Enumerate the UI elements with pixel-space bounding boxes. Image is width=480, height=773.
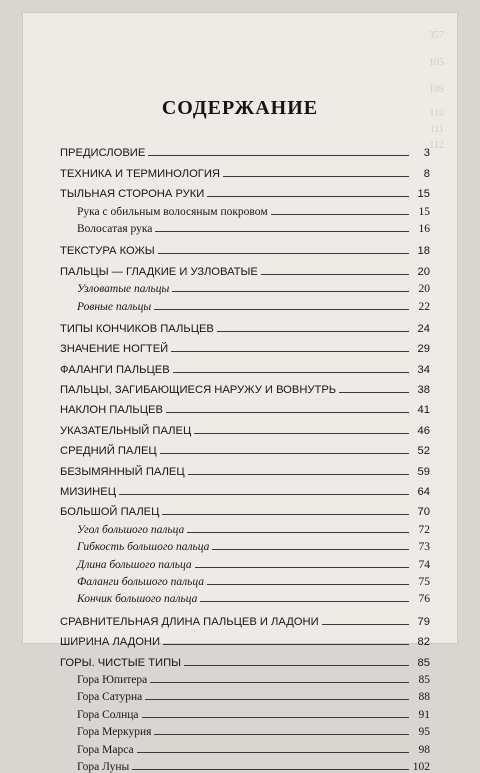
toc-entry-page: 24 (417, 322, 430, 335)
toc-entry[interactable] (60, 379, 430, 396)
toc-entry-label: Фаланги большого пальца (77, 575, 204, 588)
toc-subentry[interactable] (60, 571, 430, 588)
toc-entry-page: 88 (418, 691, 430, 704)
toc-entry-page: 76 (418, 593, 430, 606)
toc-entry-label: Гора Марса (77, 743, 134, 756)
toc-entry[interactable] (60, 610, 430, 627)
page-title: СОДЕРЖАНИЕ (161, 97, 319, 119)
toc-entry-page: 79 (417, 615, 430, 628)
leader-line (150, 682, 409, 683)
toc-entry-label: НАКЛОН ПАЛЬЦЕВ (60, 404, 163, 417)
leader-line (217, 331, 409, 332)
leader-line (137, 752, 409, 753)
toc-entry-label: СРАВНИТЕЛЬНАЯ ДЛИНА ПАЛЬЦЕВ И ЛАДОНИ (60, 615, 319, 628)
leader-line (145, 699, 409, 700)
toc-subentry[interactable] (60, 686, 430, 703)
toc-entry[interactable] (60, 240, 430, 257)
toc-entry-page: 72 (418, 523, 430, 536)
toc-entry[interactable] (60, 318, 430, 335)
toc-subentry[interactable] (60, 738, 430, 755)
leader-line (166, 412, 409, 413)
table-of-contents (60, 142, 430, 773)
toc-entry[interactable] (60, 440, 430, 457)
toc-subentry[interactable] (60, 756, 430, 773)
toc-entry-label: Гора Солнца (77, 708, 139, 721)
toc-entry-page: 29 (417, 343, 430, 356)
toc-entry-label: ТЕКСТУРА КОЖЫ (60, 245, 155, 258)
toc-entry[interactable] (60, 260, 430, 277)
toc-entry-label: Длина большого пальца (77, 558, 192, 571)
toc-entry-page: 15 (417, 188, 430, 201)
toc-entry[interactable] (60, 358, 430, 375)
toc-entry[interactable] (60, 162, 430, 179)
leader-line (223, 176, 409, 177)
toc-entry-page: 16 (418, 222, 430, 235)
toc-entry-label: ПРЕДИСЛОВИЕ (60, 147, 146, 160)
leader-line (148, 155, 409, 156)
toc-entry-label: ФАЛАНГИ ПАЛЬЦЕВ (60, 363, 170, 376)
leader-line (322, 624, 409, 625)
toc-entry-label: ТЕХНИКА И ТЕРМИНОЛОГИЯ (60, 167, 220, 180)
toc-subentry[interactable] (60, 278, 430, 295)
toc-entry-label: ПАЛЬЦЫ, ЗАГИБАЮЩИЕСЯ НАРУЖУ И ВОВНУТРЬ (60, 384, 337, 397)
leader-line (154, 309, 409, 310)
toc-entry-page: 75 (418, 575, 430, 588)
toc-subentry[interactable] (60, 669, 430, 686)
toc-entry-page: 64 (417, 486, 430, 499)
leader-line (195, 567, 409, 568)
toc-entry-label: ПАЛЬЦЫ — ГЛАДКИЕ И УЗЛОВАТЫЕ (60, 265, 258, 278)
book-page (22, 12, 458, 773)
toc-entry-page: 41 (417, 404, 430, 417)
toc-entry-page: 85 (418, 673, 430, 686)
leader-line (261, 274, 409, 275)
toc-entry-label: Гора Юпитера (77, 673, 148, 686)
leader-line (207, 584, 409, 585)
toc-entry[interactable] (60, 651, 430, 668)
toc-entry-page: 34 (417, 363, 430, 376)
toc-entry-label: ТЫЛЬНАЯ СТОРОНА РУКИ (60, 188, 205, 201)
toc-entry-page: 46 (417, 424, 430, 437)
leader-line (172, 291, 409, 292)
toc-subentry[interactable] (60, 588, 430, 605)
toc-entry[interactable] (60, 460, 430, 477)
toc-entry-page: 95 (418, 726, 430, 739)
toc-entry[interactable] (60, 338, 430, 355)
toc-entry-page: 82 (417, 636, 430, 649)
leader-line (154, 734, 409, 735)
leader-line (271, 214, 409, 215)
toc-entry-label: Гора Сатурна (77, 691, 143, 704)
toc-entry-label: БОЛЬШОЙ ПАЛЕЦ (60, 506, 160, 519)
leader-line (142, 717, 409, 718)
toc-entry-label: УКАЗАТЕЛЬНЫЙ ПАЛЕЦ (60, 424, 192, 437)
toc-subentry[interactable] (60, 295, 430, 312)
toc-entry-label: Кончик большого пальца (77, 593, 198, 606)
toc-entry[interactable] (60, 419, 430, 436)
toc-subentry[interactable] (60, 518, 430, 535)
toc-subentry[interactable] (60, 703, 430, 720)
leader-line (132, 769, 409, 770)
toc-entry-label: Гора Луны (77, 760, 130, 773)
toc-entry-label: Ровные пальцы (77, 300, 152, 313)
show-through-text: 357 105 109 110 111 112 (429, 30, 444, 151)
toc-entry-page: 20 (417, 265, 430, 278)
leader-line (188, 474, 409, 475)
toc-entry-page: 102 (412, 760, 430, 773)
toc-entry-page: 15 (418, 205, 430, 218)
toc-entry-label: ШИРИНА ЛАДОНИ (60, 636, 161, 649)
leader-line (155, 231, 409, 232)
toc-entry-label: ГОРЫ. ЧИСТЫЕ ТИПЫ (60, 656, 182, 669)
toc-entry[interactable] (60, 399, 430, 416)
toc-entry-page: 22 (418, 300, 430, 313)
toc-entry-label: БЕЗЫМЯННЫЙ ПАЛЕЦ (60, 465, 185, 478)
toc-entry-label: ТИПЫ КОНЧИКОВ ПАЛЬЦЕВ (60, 322, 214, 335)
toc-entry-label: Рука с обильным волосяным покровом (77, 205, 268, 218)
toc-entry-page: 85 (417, 656, 430, 669)
toc-entry-page: 8 (423, 167, 430, 180)
leader-line (200, 601, 409, 602)
toc-entry-page: 59 (417, 465, 430, 478)
toc-entry[interactable] (60, 481, 430, 498)
toc-entry-label: МИЗИНЕЦ (60, 486, 116, 499)
toc-entry[interactable] (60, 631, 430, 648)
toc-entry-label: СРЕДНИЙ ПАЛЕЦ (60, 445, 157, 458)
leader-line (339, 392, 409, 393)
toc-entry-page: 98 (418, 743, 430, 756)
leader-line (194, 433, 409, 434)
leader-line (158, 253, 409, 254)
toc-entry[interactable] (60, 501, 430, 518)
toc-entry-label: Гибкость большого пальца (77, 541, 210, 554)
leader-line (187, 532, 409, 533)
toc-entry-page: 70 (417, 506, 430, 519)
toc-subentry[interactable] (60, 200, 430, 217)
leader-line (212, 549, 409, 550)
toc-subentry[interactable] (60, 218, 430, 235)
toc-entry[interactable] (60, 183, 430, 200)
leader-line (162, 514, 409, 515)
toc-entry-page: 18 (417, 245, 430, 258)
toc-entry-label: Волосатая рука (77, 222, 153, 235)
leader-line (207, 196, 409, 197)
toc-subentry[interactable] (60, 721, 430, 738)
toc-entry-page: 52 (417, 445, 430, 458)
toc-entry-page: 74 (418, 558, 430, 571)
toc-entry-label: ЗНАЧЕНИЕ НОГТЕЙ (60, 343, 169, 356)
leader-line (184, 665, 409, 666)
toc-entry-label: Узловатые пальцы (77, 283, 170, 296)
toc-subentry[interactable] (60, 553, 430, 570)
toc-subentry[interactable] (60, 536, 430, 553)
toc-entry-page: 3 (423, 147, 430, 160)
leader-line (119, 494, 409, 495)
leader-line (160, 453, 409, 454)
toc-entry-page: 38 (417, 384, 430, 397)
leader-line (173, 372, 409, 373)
toc-entry[interactable] (60, 142, 430, 159)
leader-line (171, 351, 409, 352)
toc-entry-page: 73 (418, 541, 430, 554)
toc-entry-label: Угол большого пальца (77, 523, 185, 536)
leader-line (163, 644, 409, 645)
toc-entry-page: 91 (418, 708, 430, 721)
toc-entry-label: Гора Меркурия (77, 726, 152, 739)
toc-entry-page: 20 (418, 283, 430, 296)
